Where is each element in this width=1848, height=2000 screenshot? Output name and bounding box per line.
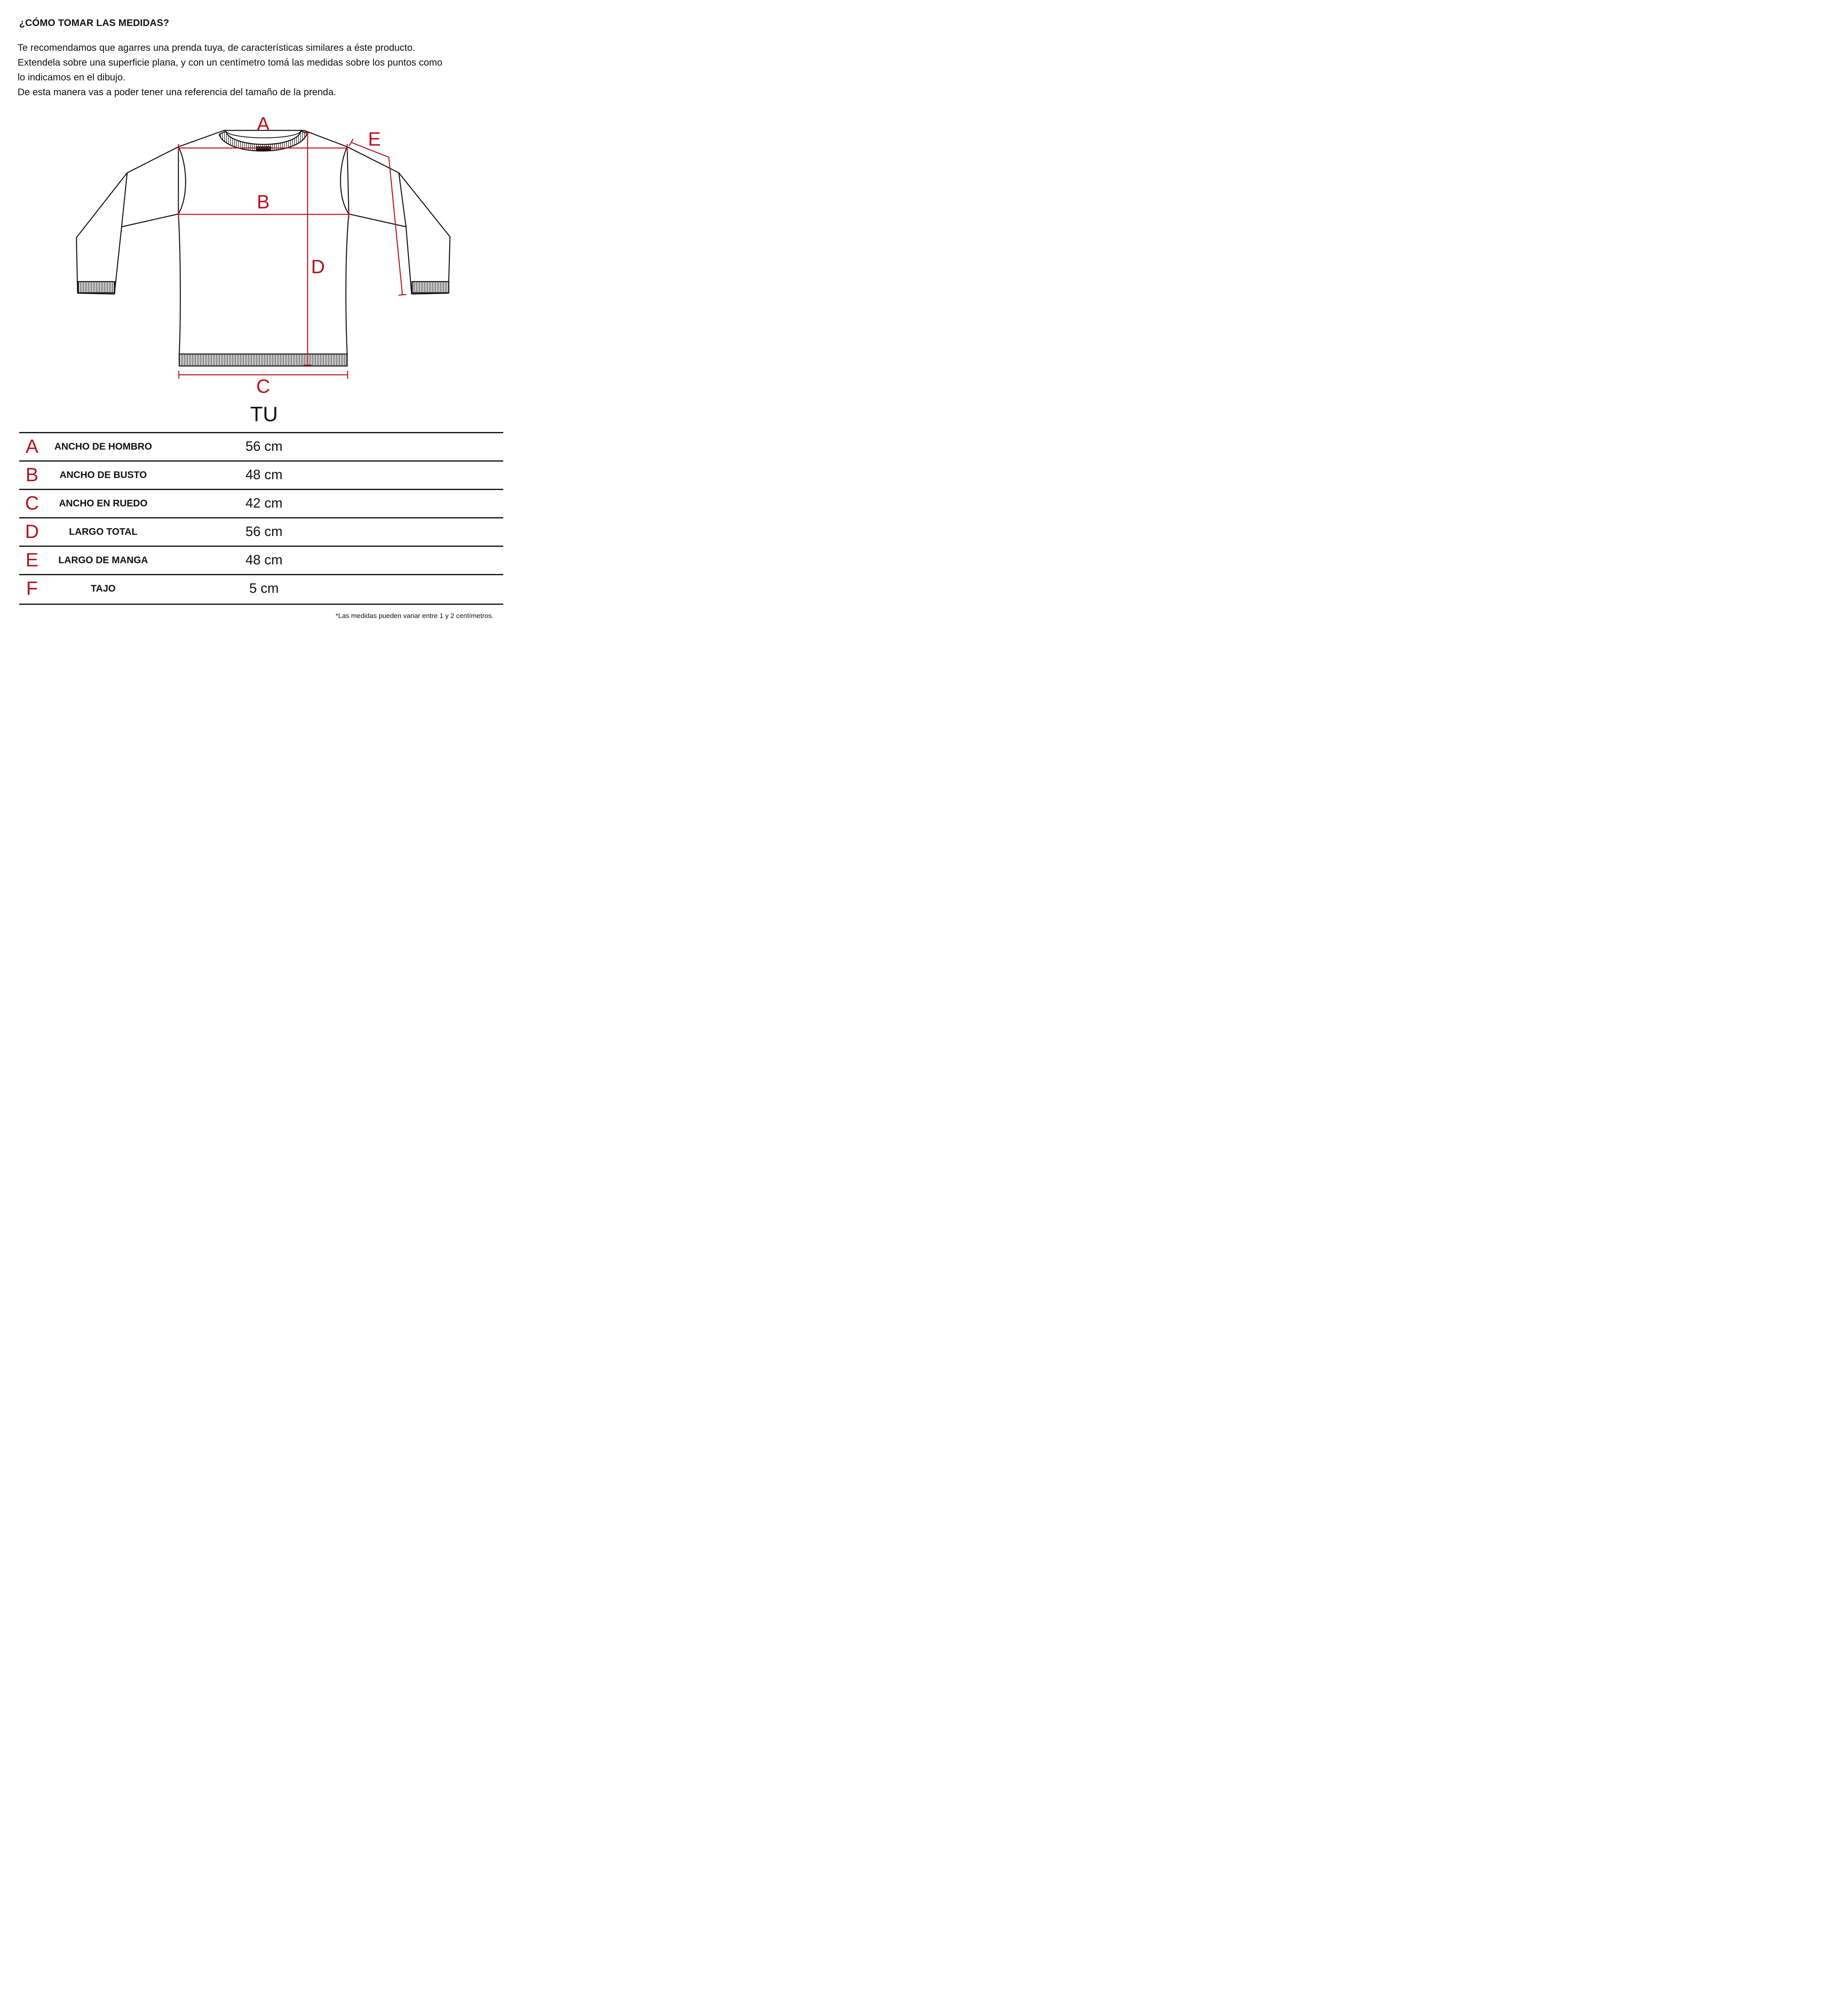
intro-line: lo indicamos en el dibujo.	[18, 72, 126, 83]
row-letter: A	[25, 436, 38, 457]
left-cuff	[78, 282, 115, 293]
intro-line: De esta manera vas a poder tener una referencia del tamaño de la prenda.	[18, 87, 336, 98]
row-letter: D	[25, 521, 39, 542]
row-value: 56 cm	[245, 439, 283, 454]
size-title: TU	[250, 403, 278, 426]
page-title: ¿CÓMO TOMAR LAS MEDIDAS?	[19, 18, 170, 28]
table-row	[19, 517, 503, 546]
row-value: 42 cm	[245, 496, 283, 511]
footnote: *Las medidas pueden variar entre 1 y 2 centímetros.	[336, 612, 494, 620]
label-b: B	[256, 192, 270, 213]
intro-line: Extendela sobre una superficie plana, y con un centímetro tomá las medidas sobre los puntos como	[18, 57, 442, 68]
row-label: ANCHO EN RUEDO	[59, 498, 148, 509]
right-cuff	[412, 282, 449, 293]
table-row	[19, 432, 503, 460]
row-label: LARGO DE MANGA	[58, 555, 148, 566]
label-e: E	[368, 129, 381, 150]
sweater-diagram	[0, 112, 528, 400]
row-letter: E	[25, 550, 38, 571]
table-row	[19, 460, 503, 489]
sweater-illustration	[0, 112, 528, 400]
label-c: C	[256, 376, 270, 397]
table-row	[19, 546, 503, 574]
row-label: TAJO	[90, 583, 116, 594]
table-row	[19, 574, 503, 605]
row-label: ANCHO DE HOMBRO	[54, 441, 152, 452]
intro-text	[18, 40, 514, 100]
left-sleeve	[76, 147, 178, 294]
table-row	[19, 489, 503, 517]
row-value: 48 cm	[245, 552, 283, 568]
intro-line: Te recomendamos que agarres una prenda tuya, de características similares a éste producto.	[18, 42, 415, 53]
row-value: 48 cm	[245, 467, 283, 482]
neck-label	[256, 146, 271, 151]
row-label: ANCHO DE BUSTO	[59, 470, 147, 480]
row-label: LARGO TOTAL	[69, 526, 138, 537]
measurements-table	[19, 432, 503, 605]
row-letter: F	[26, 578, 38, 599]
row-value: 56 cm	[245, 524, 283, 539]
row-value: 5 cm	[249, 581, 279, 596]
row-letter: C	[25, 493, 39, 514]
label-d: D	[311, 256, 325, 278]
hem-band	[179, 354, 347, 366]
right-sleeve	[347, 147, 450, 294]
label-a: A	[256, 114, 270, 135]
row-letter: B	[25, 464, 38, 486]
sweater-body	[178, 130, 349, 355]
size-guide	[0, 0, 528, 628]
